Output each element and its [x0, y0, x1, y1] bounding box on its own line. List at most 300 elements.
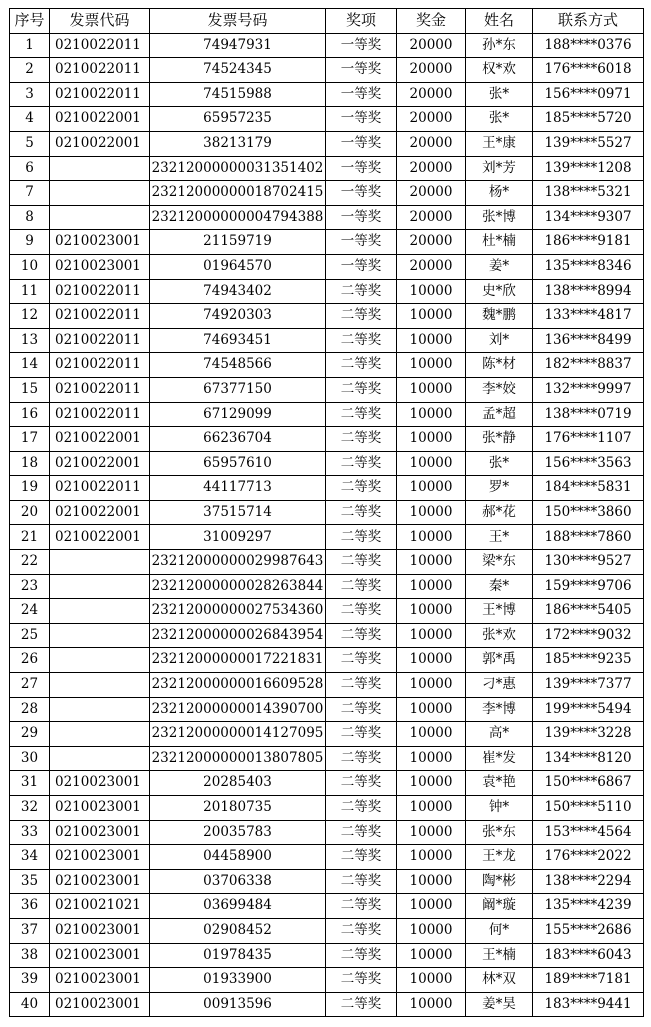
cell-index: 11: [10, 279, 50, 304]
cell-amount: 10000: [397, 894, 466, 919]
cell-contact: 188****0376: [533, 33, 644, 58]
cell-amount: 10000: [397, 328, 466, 353]
cell-contact: 176****2022: [533, 845, 644, 870]
cell-invoice-code: 0210022001: [50, 500, 150, 525]
cell-prize: 二等奖: [326, 746, 397, 771]
cell-amount: 10000: [397, 771, 466, 796]
cell-amount: 20000: [397, 230, 466, 255]
cell-invoice-code: 0210022001: [50, 107, 150, 132]
cell-name: 王*康: [466, 131, 533, 156]
cell-index: 8: [10, 205, 50, 230]
cell-index: 10: [10, 254, 50, 279]
cell-contact: 155****2686: [533, 918, 644, 943]
cell-invoice-code: 0210022011: [50, 328, 150, 353]
cell-invoice-code: 0210022001: [50, 451, 150, 476]
table-row: [10, 131, 644, 156]
cell-name: 陶*彬: [466, 869, 533, 894]
cell-invoice-number: 23212000000026843954: [150, 623, 326, 648]
cell-contact: 185****9235: [533, 648, 644, 673]
table-row: [10, 476, 644, 501]
cell-amount: 10000: [397, 746, 466, 771]
cell-invoice-code: [50, 623, 150, 648]
table-row: [10, 968, 644, 993]
cell-invoice-code: 0210022011: [50, 279, 150, 304]
cell-amount: 10000: [397, 550, 466, 575]
cell-contact: 150****5110: [533, 796, 644, 821]
cell-index: 39: [10, 968, 50, 993]
cell-invoice-code: [50, 574, 150, 599]
table-row: [10, 623, 644, 648]
table-row: [10, 107, 644, 132]
header-name: 姓名: [466, 9, 533, 34]
cell-contact: 189****7181: [533, 968, 644, 993]
cell-index: 21: [10, 525, 50, 550]
cell-invoice-code: 0210023001: [50, 992, 150, 1017]
cell-name: 张*博: [466, 205, 533, 230]
cell-prize: 二等奖: [326, 328, 397, 353]
cell-name: 张*东: [466, 820, 533, 845]
cell-index: 34: [10, 845, 50, 870]
cell-prize: 二等奖: [326, 894, 397, 919]
table-row: [10, 451, 644, 476]
cell-invoice-number: 01964570: [150, 254, 326, 279]
cell-contact: 130****9527: [533, 550, 644, 575]
cell-index: 16: [10, 402, 50, 427]
cell-invoice-code: [50, 599, 150, 624]
cell-name: 魏*鹏: [466, 304, 533, 329]
cell-prize: 二等奖: [326, 451, 397, 476]
cell-name: 林*双: [466, 968, 533, 993]
cell-name: 崔*发: [466, 746, 533, 771]
cell-index: 37: [10, 918, 50, 943]
header-prize: 奖项: [326, 9, 397, 34]
table-row: [10, 58, 644, 83]
cell-amount: 10000: [397, 599, 466, 624]
cell-invoice-code: 0210022011: [50, 33, 150, 58]
table-row: [10, 427, 644, 452]
header-invoice-code: 发票代码: [50, 9, 150, 34]
cell-invoice-code: [50, 181, 150, 206]
cell-invoice-code: 0210023001: [50, 918, 150, 943]
cell-amount: 10000: [397, 574, 466, 599]
cell-invoice-number: 31009297: [150, 525, 326, 550]
cell-name: 高*: [466, 722, 533, 747]
cell-contact: 186****9181: [533, 230, 644, 255]
cell-invoice-code: 0210023001: [50, 796, 150, 821]
cell-name: 刁*惠: [466, 673, 533, 698]
cell-index: 20: [10, 500, 50, 525]
table-row: [10, 894, 644, 919]
cell-index: 36: [10, 894, 50, 919]
table-row: [10, 304, 644, 329]
cell-prize: 一等奖: [326, 156, 397, 181]
table-row: [10, 353, 644, 378]
cell-index: 3: [10, 82, 50, 107]
cell-prize: 二等奖: [326, 918, 397, 943]
cell-index: 4: [10, 107, 50, 132]
cell-prize: 二等奖: [326, 869, 397, 894]
cell-index: 33: [10, 820, 50, 845]
cell-prize: 二等奖: [326, 623, 397, 648]
cell-prize: 二等奖: [326, 574, 397, 599]
cell-index: 35: [10, 869, 50, 894]
cell-contact: 156****3563: [533, 451, 644, 476]
cell-amount: 10000: [397, 820, 466, 845]
cell-invoice-number: 74693451: [150, 328, 326, 353]
cell-invoice-code: 0210022011: [50, 58, 150, 83]
cell-index: 14: [10, 353, 50, 378]
cell-name: 张*: [466, 451, 533, 476]
cell-index: 5: [10, 131, 50, 156]
cell-name: 姜*昊: [466, 992, 533, 1017]
cell-name: 杨*: [466, 181, 533, 206]
cell-amount: 20000: [397, 131, 466, 156]
cell-invoice-number: 74920303: [150, 304, 326, 329]
cell-prize: 二等奖: [326, 353, 397, 378]
cell-invoice-number: 23212000000013807805: [150, 746, 326, 771]
cell-contact: 176****1107: [533, 427, 644, 452]
cell-amount: 10000: [397, 968, 466, 993]
cell-prize: 二等奖: [326, 476, 397, 501]
cell-amount: 10000: [397, 845, 466, 870]
cell-invoice-code: [50, 697, 150, 722]
cell-invoice-code: 0210023001: [50, 230, 150, 255]
cell-prize: 二等奖: [326, 845, 397, 870]
header-invoice-number: 发票号码: [150, 9, 326, 34]
cell-name: 刘*芳: [466, 156, 533, 181]
table-row: [10, 697, 644, 722]
cell-index: 25: [10, 623, 50, 648]
cell-contact: 138****5321: [533, 181, 644, 206]
cell-invoice-code: [50, 648, 150, 673]
cell-prize: 二等奖: [326, 796, 397, 821]
cell-name: 史*欣: [466, 279, 533, 304]
cell-invoice-number: 01933900: [150, 968, 326, 993]
cell-index: 2: [10, 58, 50, 83]
cell-invoice-number: 02908452: [150, 918, 326, 943]
cell-prize: 二等奖: [326, 402, 397, 427]
cell-contact: 150****3860: [533, 500, 644, 525]
table-row: [10, 771, 644, 796]
cell-amount: 10000: [397, 377, 466, 402]
cell-contact: 135****4239: [533, 894, 644, 919]
cell-index: 32: [10, 796, 50, 821]
cell-invoice-number: 74515988: [150, 82, 326, 107]
cell-invoice-code: [50, 722, 150, 747]
cell-name: 张*: [466, 107, 533, 132]
cell-name: 秦*: [466, 574, 533, 599]
cell-amount: 10000: [397, 943, 466, 968]
cell-contact: 183****9441: [533, 992, 644, 1017]
cell-invoice-number: 44117713: [150, 476, 326, 501]
cell-prize: 二等奖: [326, 820, 397, 845]
table-row: [10, 500, 644, 525]
cell-invoice-number: 00913596: [150, 992, 326, 1017]
cell-name: 梁*东: [466, 550, 533, 575]
cell-name: 王*博: [466, 599, 533, 624]
cell-prize: 一等奖: [326, 181, 397, 206]
cell-invoice-number: 04458900: [150, 845, 326, 870]
cell-name: 王*楠: [466, 943, 533, 968]
cell-prize: 一等奖: [326, 33, 397, 58]
cell-invoice-number: 23212000000027534360: [150, 599, 326, 624]
table-row: [10, 33, 644, 58]
cell-amount: 10000: [397, 402, 466, 427]
cell-invoice-code: 0210023001: [50, 254, 150, 279]
table-row: [10, 230, 644, 255]
table-row: [10, 328, 644, 353]
cell-contact: 139****3228: [533, 722, 644, 747]
cell-contact: 139****7377: [533, 673, 644, 698]
cell-index: 28: [10, 697, 50, 722]
cell-invoice-number: 23212000000016609528: [150, 673, 326, 698]
table-row: [10, 82, 644, 107]
cell-name: 李*姣: [466, 377, 533, 402]
cell-invoice-code: 0210022011: [50, 82, 150, 107]
cell-index: 17: [10, 427, 50, 452]
cell-contact: 156****0971: [533, 82, 644, 107]
cell-index: 13: [10, 328, 50, 353]
header-contact: 联系方式: [533, 9, 644, 34]
cell-name: 王*: [466, 525, 533, 550]
cell-invoice-number: 03699484: [150, 894, 326, 919]
cell-name: 张*欢: [466, 623, 533, 648]
cell-contact: 133****4817: [533, 304, 644, 329]
cell-contact: 176****6018: [533, 58, 644, 83]
table-row: [10, 279, 644, 304]
cell-contact: 139****5527: [533, 131, 644, 156]
cell-invoice-number: 23212000000031351402: [150, 156, 326, 181]
cell-name: 张*: [466, 82, 533, 107]
cell-index: 38: [10, 943, 50, 968]
cell-invoice-code: 0210023001: [50, 845, 150, 870]
cell-amount: 20000: [397, 33, 466, 58]
header-index: 序号: [10, 9, 50, 34]
cell-invoice-code: [50, 673, 150, 698]
cell-amount: 20000: [397, 205, 466, 230]
table-row: [10, 574, 644, 599]
header-row: [10, 9, 644, 34]
cell-index: 23: [10, 574, 50, 599]
cell-prize: 二等奖: [326, 673, 397, 698]
cell-invoice-number: 67129099: [150, 402, 326, 427]
cell-invoice-code: 0210023001: [50, 820, 150, 845]
cell-invoice-number: 37515714: [150, 500, 326, 525]
cell-amount: 10000: [397, 673, 466, 698]
cell-contact: 150****6867: [533, 771, 644, 796]
cell-contact: 153****4564: [533, 820, 644, 845]
header-amount: 奖金: [397, 9, 466, 34]
cell-prize: 二等奖: [326, 968, 397, 993]
cell-name: 权*欢: [466, 58, 533, 83]
cell-name: 郭*禹: [466, 648, 533, 673]
cell-invoice-number: 74943402: [150, 279, 326, 304]
cell-amount: 10000: [397, 722, 466, 747]
table-row: [10, 205, 644, 230]
cell-name: 姜*: [466, 254, 533, 279]
cell-name: 孟*超: [466, 402, 533, 427]
cell-prize: 二等奖: [326, 427, 397, 452]
cell-contact: 132****9997: [533, 377, 644, 402]
cell-amount: 10000: [397, 648, 466, 673]
cell-amount: 10000: [397, 796, 466, 821]
cell-prize: 二等奖: [326, 500, 397, 525]
cell-index: 7: [10, 181, 50, 206]
cell-name: 郝*花: [466, 500, 533, 525]
cell-index: 12: [10, 304, 50, 329]
cell-amount: 10000: [397, 623, 466, 648]
cell-amount: 20000: [397, 107, 466, 132]
cell-invoice-number: 23212000000029987643: [150, 550, 326, 575]
table-row: [10, 181, 644, 206]
cell-prize: 二等奖: [326, 599, 397, 624]
cell-prize: 二等奖: [326, 943, 397, 968]
cell-invoice-code: [50, 156, 150, 181]
cell-contact: 186****5405: [533, 599, 644, 624]
cell-invoice-number: 20180735: [150, 796, 326, 821]
cell-invoice-number: 20035783: [150, 820, 326, 845]
cell-prize: 二等奖: [326, 697, 397, 722]
cell-prize: 二等奖: [326, 722, 397, 747]
cell-prize: 一等奖: [326, 82, 397, 107]
cell-prize: 二等奖: [326, 550, 397, 575]
cell-invoice-number: 23212000000014127095: [150, 722, 326, 747]
cell-amount: 10000: [397, 476, 466, 501]
cell-prize: 一等奖: [326, 230, 397, 255]
cell-index: 15: [10, 377, 50, 402]
cell-index: 6: [10, 156, 50, 181]
cell-invoice-number: 66236704: [150, 427, 326, 452]
cell-contact: 183****6043: [533, 943, 644, 968]
cell-invoice-number: 23212000000004794388: [150, 205, 326, 230]
cell-invoice-code: 0210021021: [50, 894, 150, 919]
cell-name: 罗*: [466, 476, 533, 501]
cell-amount: 20000: [397, 254, 466, 279]
table-row: [10, 673, 644, 698]
cell-amount: 10000: [397, 451, 466, 476]
cell-index: 1: [10, 33, 50, 58]
cell-contact: 136****8499: [533, 328, 644, 353]
cell-index: 26: [10, 648, 50, 673]
cell-index: 9: [10, 230, 50, 255]
cell-prize: 二等奖: [326, 279, 397, 304]
cell-name: 李*博: [466, 697, 533, 722]
cell-invoice-code: [50, 205, 150, 230]
cell-amount: 10000: [397, 918, 466, 943]
cell-invoice-code: 0210022001: [50, 131, 150, 156]
cell-invoice-number: 65957235: [150, 107, 326, 132]
cell-invoice-number: 20285403: [150, 771, 326, 796]
cell-contact: 159****9706: [533, 574, 644, 599]
cell-prize: 二等奖: [326, 525, 397, 550]
cell-amount: 20000: [397, 58, 466, 83]
cell-prize: 一等奖: [326, 58, 397, 83]
cell-index: 29: [10, 722, 50, 747]
cell-prize: 一等奖: [326, 205, 397, 230]
cell-name: 张*静: [466, 427, 533, 452]
cell-prize: 二等奖: [326, 992, 397, 1017]
cell-contact: 135****8346: [533, 254, 644, 279]
cell-index: 22: [10, 550, 50, 575]
cell-contact: 139****1208: [533, 156, 644, 181]
cell-index: 27: [10, 673, 50, 698]
table-row: [10, 992, 644, 1017]
cell-amount: 10000: [397, 992, 466, 1017]
cell-prize: 二等奖: [326, 304, 397, 329]
cell-amount: 20000: [397, 181, 466, 206]
cell-invoice-number: 67377150: [150, 377, 326, 402]
cell-invoice-number: 23212000000018702415: [150, 181, 326, 206]
cell-invoice-number: 23212000000017221831: [150, 648, 326, 673]
cell-invoice-code: 0210022001: [50, 427, 150, 452]
table-row: [10, 722, 644, 747]
cell-index: 40: [10, 992, 50, 1017]
cell-amount: 20000: [397, 82, 466, 107]
cell-amount: 10000: [397, 697, 466, 722]
cell-index: 31: [10, 771, 50, 796]
cell-name: 杜*楠: [466, 230, 533, 255]
cell-amount: 10000: [397, 500, 466, 525]
cell-name: 刘*: [466, 328, 533, 353]
cell-contact: 138****0719: [533, 402, 644, 427]
table-row: [10, 377, 644, 402]
cell-prize: 一等奖: [326, 131, 397, 156]
cell-invoice-number: 23212000000028263844: [150, 574, 326, 599]
cell-prize: 一等奖: [326, 107, 397, 132]
table-row: [10, 648, 644, 673]
cell-invoice-number: 38213179: [150, 131, 326, 156]
cell-invoice-number: 74947931: [150, 33, 326, 58]
cell-invoice-number: 21159719: [150, 230, 326, 255]
cell-name: 王*龙: [466, 845, 533, 870]
cell-contact: 134****8120: [533, 746, 644, 771]
cell-prize: 二等奖: [326, 377, 397, 402]
cell-invoice-code: 0210022011: [50, 476, 150, 501]
cell-prize: 二等奖: [326, 771, 397, 796]
cell-contact: 188****7860: [533, 525, 644, 550]
cell-contact: 184****5831: [533, 476, 644, 501]
table-row: [10, 820, 644, 845]
cell-invoice-number: 01978435: [150, 943, 326, 968]
cell-name: 阚*璇: [466, 894, 533, 919]
table-body: [10, 33, 644, 1017]
cell-name: 孙*东: [466, 33, 533, 58]
cell-amount: 10000: [397, 869, 466, 894]
cell-amount: 20000: [397, 156, 466, 181]
table-row: [10, 550, 644, 575]
cell-index: 19: [10, 476, 50, 501]
cell-invoice-code: 0210022001: [50, 525, 150, 550]
cell-index: 30: [10, 746, 50, 771]
cell-invoice-code: 0210023001: [50, 869, 150, 894]
cell-contact: 199****5494: [533, 697, 644, 722]
cell-contact: 134****9307: [533, 205, 644, 230]
cell-contact: 172****9032: [533, 623, 644, 648]
cell-invoice-code: 0210022011: [50, 353, 150, 378]
cell-invoice-number: 23212000000014390700: [150, 697, 326, 722]
cell-invoice-number: 03706338: [150, 869, 326, 894]
cell-invoice-code: 0210023001: [50, 943, 150, 968]
cell-prize: 一等奖: [326, 254, 397, 279]
cell-contact: 138****8994: [533, 279, 644, 304]
cell-invoice-number: 74524345: [150, 58, 326, 83]
cell-amount: 10000: [397, 304, 466, 329]
cell-invoice-code: 0210023001: [50, 968, 150, 993]
cell-amount: 10000: [397, 525, 466, 550]
table-row: [10, 943, 644, 968]
cell-name: 钟*: [466, 796, 533, 821]
cell-amount: 10000: [397, 279, 466, 304]
